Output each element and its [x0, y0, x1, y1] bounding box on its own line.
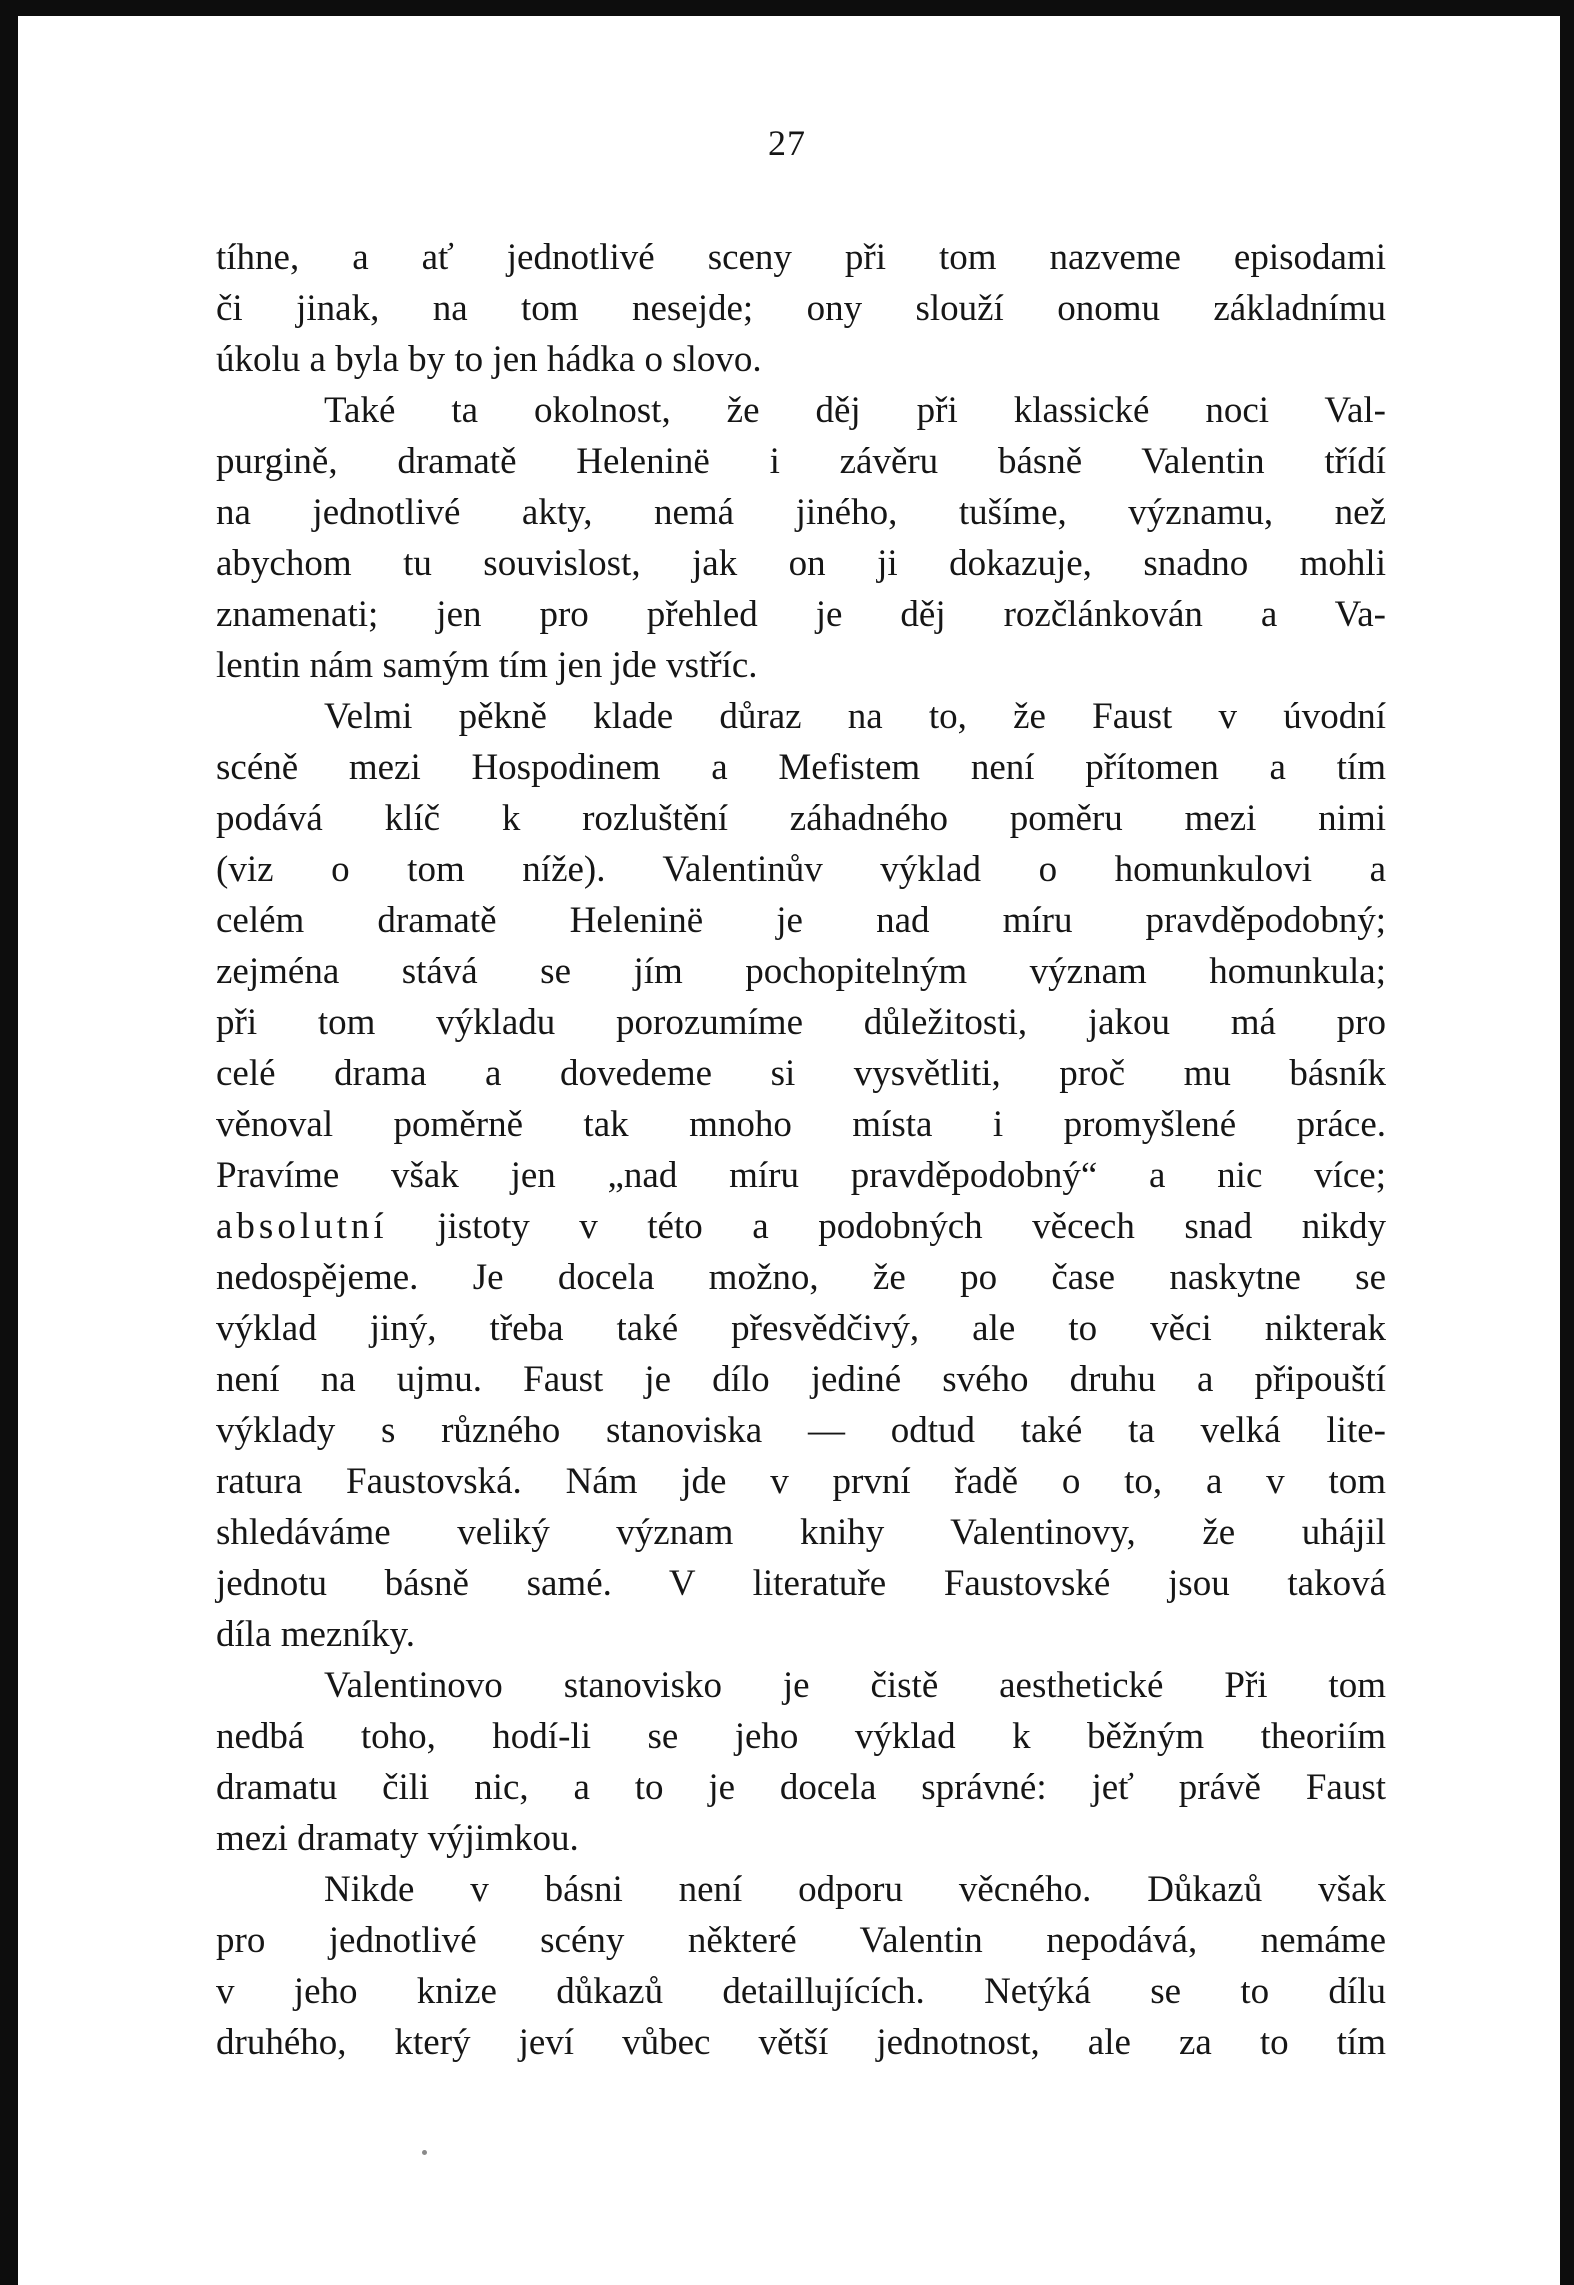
text-line: či jinak, na tom nesejde; ony slouží onomu základnímu [216, 288, 1386, 329]
text-line: výklady s různého stanoviska — odtud také ta velká lite- [216, 1410, 1386, 1451]
paragraph-start-line: Nikde v básni není odporu věcného. Důkazů však [324, 1869, 1386, 1910]
spaced-emphasis-word: absolutní [216, 1206, 388, 1247]
text-line: v jeho knize důkazů detaillujících. Netýká se to dílu [216, 1971, 1386, 2012]
text-line: nedbá toho, hodí-li se jeho výklad k běžným theoriím [216, 1716, 1386, 1757]
page-number: 27 [768, 123, 806, 163]
text-line: tíhne, a ať jednotlivé sceny při tom nazveme episodami [216, 237, 1386, 278]
text-line: dramatu čili nic, a to je docela správné: jeť právě Faust [216, 1767, 1386, 1808]
scan-speck [422, 2150, 427, 2155]
text-line: (viz o tom níže). Valentinův výklad o homunkulovi a [216, 849, 1386, 890]
text-line: na jednotlivé akty, nemá jiného, tušíme, významu, než [216, 492, 1386, 533]
text-line: věnoval poměrně tak mnoho místa i promyšlené práce. [216, 1104, 1386, 1145]
text-line: shledáváme veliký význam knihy Valentinovy, že uhájil [216, 1512, 1386, 1553]
text-line: jednotu básně samé. V literatuře Faustovské jsou taková [216, 1563, 1386, 1604]
text-line: abychom tu souvislost, jak on ji dokazuje, snadno mohli [216, 543, 1386, 584]
paragraph-start-line: Velmi pěkně klade důraz na to, že Faust v úvodní [324, 696, 1386, 737]
text-line: Pravíme však jen „nad míru pravděpodobný“ a nic více; [216, 1155, 1386, 1196]
text-line: celém dramatě Heleninë je nad míru pravděpodobný; [216, 900, 1386, 941]
text-line: scéně mezi Hospodinem a Mefistem není přítomen a tím [216, 747, 1386, 788]
text-line: není na ujmu. Faust je dílo jediné svého druhu a připouští [216, 1359, 1386, 1400]
text-line: celé drama a dovedeme si vysvětliti, proč mu básník [216, 1053, 1386, 1094]
text-line: mezi dramaty výjimkou. [216, 1818, 579, 1859]
text-line: podává klíč k rozluštění záhadného poměru mezi nimi [216, 798, 1386, 839]
text-line: při tom výkladu porozumíme důležitosti, jakou má pro [216, 1002, 1386, 1043]
body-text [216, 232, 1386, 2068]
paragraph-start-line: Valentinovo stanovisko je čistě aesthetické Při tom [324, 1665, 1386, 1706]
text-line-rest: jistoty v této a podobných věcech snad nikdy [437, 1206, 1387, 1247]
text-line: lentin nám samým tím jen jde vstříc. [216, 645, 758, 686]
text-line: zejména stává se jím pochopitelným význam homunkula; [216, 951, 1386, 992]
text-line: purgině, dramatě Heleninë i závěru básně Valentin třídí [216, 441, 1386, 482]
scan-border-right [1560, 0, 1574, 2285]
scan-border-left [0, 0, 18, 2285]
text-line-with-spaced-word [216, 1201, 1386, 1252]
paragraph-start-line: Také ta okolnost, že děj při klassické noci Val- [324, 390, 1386, 431]
text-line: úkolu a byla by to jen hádka o slovo. [216, 339, 762, 380]
text-line: znamenati; jen pro přehled je děj rozčlánkován a Va- [216, 594, 1386, 635]
text-line: ratura Faustovská. Nám jde v první řadě o to, a v tom [216, 1461, 1386, 1502]
text-line: výklad jiný, třeba také přesvědčivý, ale to věci nikterak [216, 1308, 1386, 1349]
text-line: nedospějeme. Je docela možno, že po čase naskytne se [216, 1257, 1386, 1298]
text-line: díla mezníky. [216, 1614, 415, 1655]
text-line: pro jednotlivé scény některé Valentin nepodává, nemáme [216, 1920, 1386, 1961]
text-line: druhého, který jeví vůbec větší jednotnost, ale za to tím [216, 2022, 1386, 2063]
scan-border-top [0, 0, 1574, 16]
